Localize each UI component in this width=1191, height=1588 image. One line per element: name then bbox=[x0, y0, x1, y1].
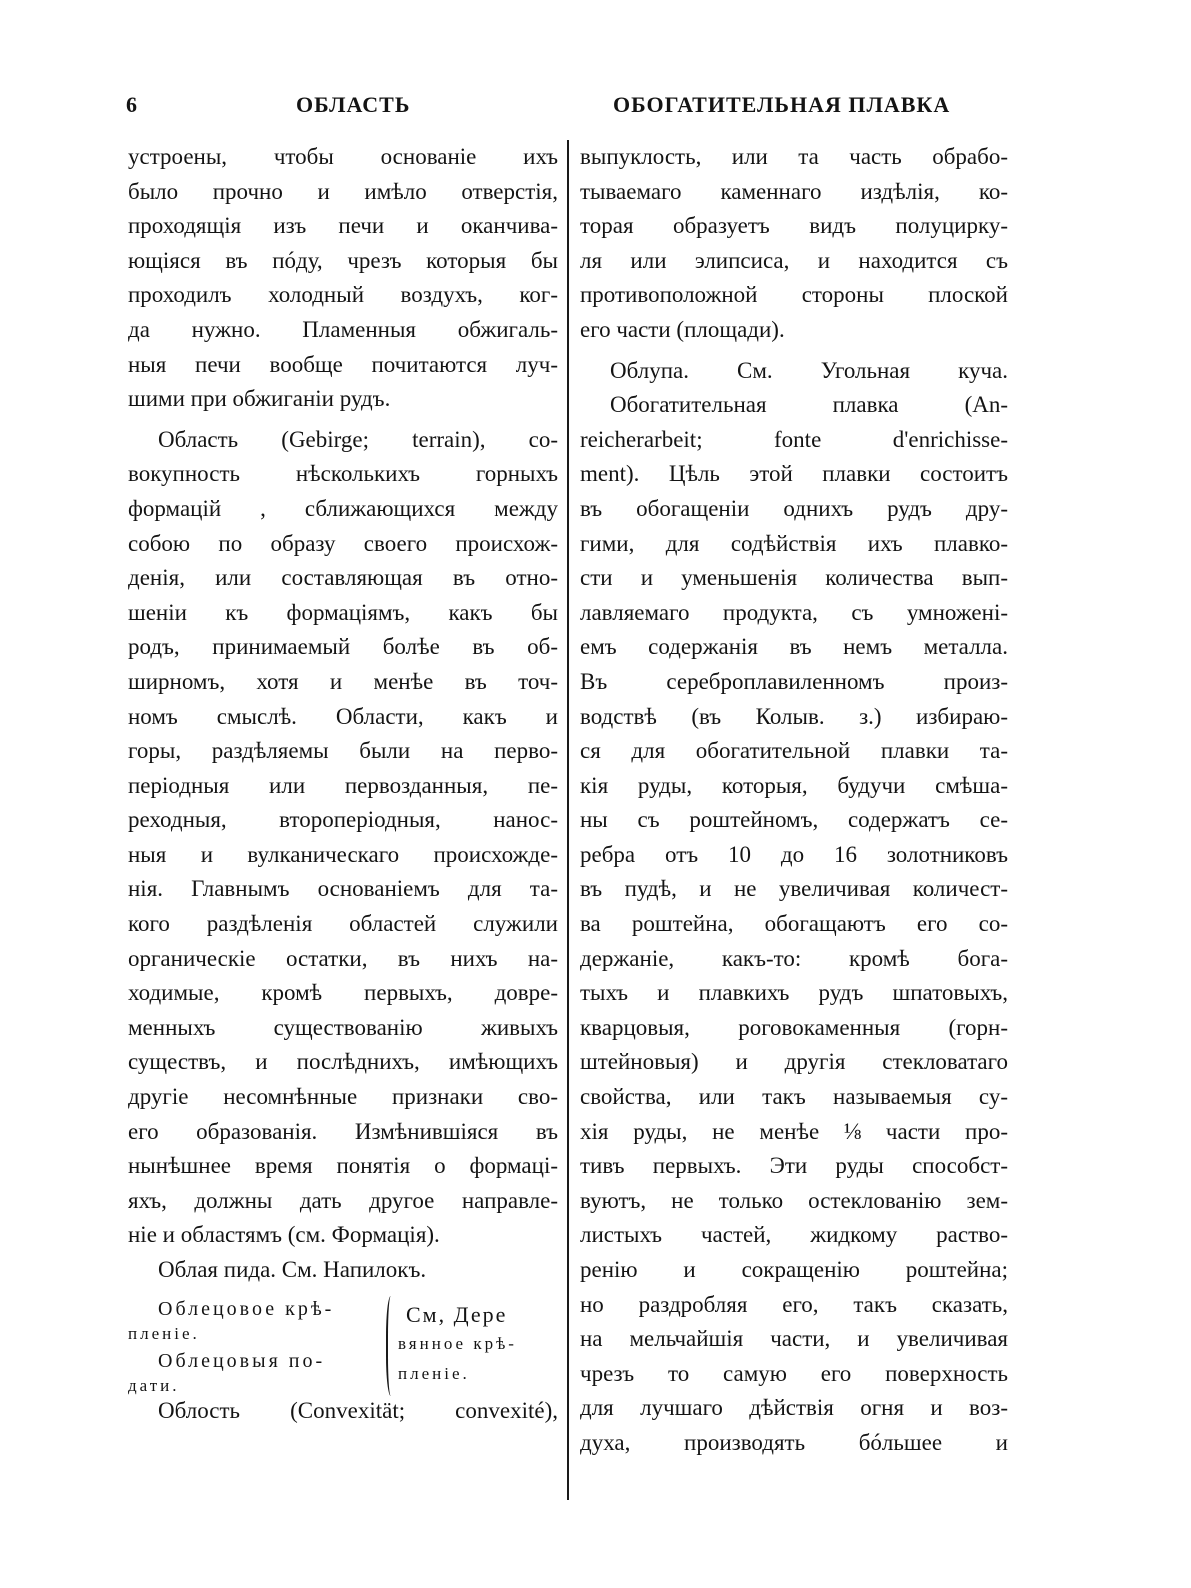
brace-icon bbox=[386, 1296, 398, 1396]
left-running-title: ОБЛАСТЬ bbox=[296, 92, 411, 117]
text-line: денiя, или составляющая въ отно- bbox=[128, 565, 558, 591]
text-line: существъ, и послѣднихъ, имѣющихъ bbox=[128, 1049, 558, 1075]
text-line: реходныя, второперiодныя, нанос- bbox=[128, 807, 558, 833]
text-line: ля или элипсиса, и находится съ bbox=[580, 247, 1008, 273]
text-line: номъ смыслѣ. Области, какъ и bbox=[128, 703, 558, 729]
text-line: нынѣшнее время понятiя о формацi- bbox=[128, 1153, 558, 1179]
text-line: ширномъ, хотя и менѣе въ точ- bbox=[128, 668, 558, 694]
text-line: выпуклость, или та часть обрабо- bbox=[580, 144, 1008, 169]
text-line: ны съ роштейномъ, содержатъ се- bbox=[580, 807, 1008, 833]
text-line: reicherarbeit; fonte d'enrichisse- bbox=[580, 426, 1008, 452]
text-line: емъ содержанiя въ немъ металла. bbox=[580, 634, 1008, 660]
text-line: торая образуетъ видъ полуцирку- bbox=[580, 213, 1008, 239]
text-line: на мельчайшiя части, и увеличивая bbox=[580, 1326, 1008, 1352]
text-line: въ пудѣ, и не увеличивая количест- bbox=[580, 876, 1008, 902]
right-running-title: ОБОГАТИТЕЛЬНАЯ ПЛАВКА bbox=[613, 92, 951, 117]
text-line: ment). Цѣль этой плавки состоитъ bbox=[580, 461, 1008, 487]
text-line: да нужно. Пламенныя обжигаль- bbox=[128, 316, 558, 342]
text-line: тываемаго каменнаго издѣлiя, ко- bbox=[580, 178, 1008, 204]
xref-target: пленiе. bbox=[398, 1363, 470, 1383]
entry-heading-line: Обогатительная плавка (An- bbox=[610, 392, 1008, 418]
text-line: собою по образу своего происхож- bbox=[128, 530, 558, 556]
text-line: ребра отъ 10 до 16 золотниковъ bbox=[580, 841, 1008, 867]
text-line: перiодныя или первозданныя, пе- bbox=[128, 772, 558, 798]
text-line: родъ, принимаемый болѣе въ об- bbox=[128, 634, 558, 660]
xref-target: См, Дере bbox=[406, 1301, 508, 1327]
column-divider bbox=[567, 140, 569, 1500]
text-line: нiя. Главнымъ основанiемъ для та- bbox=[128, 876, 558, 902]
text-line: кого раздѣленiя областей служили bbox=[128, 911, 558, 937]
xref-target: вянное крѣ- bbox=[398, 1333, 517, 1353]
text-line: противоположной стороны плоской bbox=[580, 282, 1008, 308]
text-line: штейновыя) и другiя стекловатаго bbox=[580, 1049, 1008, 1075]
page-number: 6 bbox=[126, 92, 138, 117]
text-line: Въ сереброплавиленномъ произ- bbox=[580, 668, 1008, 694]
text-line: яхъ, должны дать другое направле- bbox=[128, 1187, 558, 1213]
xref-term: Облецовыя по- bbox=[158, 1349, 326, 1372]
text-line: тивъ первыхъ. Эти руды способст- bbox=[580, 1153, 1008, 1179]
text-line: ющiяся въ пóду, чрезъ которыя бы bbox=[128, 247, 558, 273]
text-line: ва роштейна, обогащаютъ его со- bbox=[580, 911, 1008, 937]
entry-heading-line: Облость (Convexität; convexité), bbox=[158, 1397, 558, 1423]
xref-term: Облецовое крѣ- bbox=[158, 1297, 335, 1320]
text-line: листыхъ частей, жидкому раство- bbox=[580, 1222, 1008, 1248]
text-line: чрезъ то самую его поверхность bbox=[580, 1360, 1008, 1386]
text-line: проходилъ холодный воздухъ, ког- bbox=[128, 282, 558, 308]
text-line: другiе несомнѣнные признаки сво- bbox=[128, 1084, 558, 1110]
running-header bbox=[118, 92, 1068, 132]
text-line: лавляемаго продукта, съ умноженi- bbox=[580, 599, 1008, 625]
text-line: въ обогащенiи однихъ рудъ дру- bbox=[580, 495, 1008, 521]
text-line: но раздробляя его, такъ сказать, bbox=[580, 1291, 1008, 1317]
text-line: ренiю и сокращенiю роштейна; bbox=[580, 1257, 1008, 1282]
right-column bbox=[580, 140, 1008, 1461]
text-line: органическiе остатки, въ нихъ на- bbox=[128, 945, 558, 971]
text-line: ходимые, кромѣ первыхъ, довре- bbox=[128, 980, 558, 1006]
entry-heading-line: Область (Gebirge; terrain), со- bbox=[158, 426, 558, 452]
text-line: его части (площади). bbox=[580, 316, 785, 342]
text-line: ся для обогатительной плавки та- bbox=[580, 738, 1008, 764]
xref-term: пленiе. bbox=[128, 1323, 200, 1343]
text-line: вокупность нѣсколькихъ горныхъ bbox=[128, 461, 558, 487]
text-line: кiя руды, которыя, будучи смѣша- bbox=[580, 772, 1008, 798]
text-line: духа, производять бóльшее и bbox=[580, 1429, 1008, 1455]
text-line: кварцовыя, роговокаменныя (горн- bbox=[580, 1014, 1008, 1040]
text-line: устроены, чтобы основанie ихъ bbox=[128, 144, 558, 169]
text-line: горы, раздѣляемы были на перво- bbox=[128, 738, 558, 764]
text-line: вуютъ, не только остеклованiю зем- bbox=[580, 1187, 1008, 1213]
text-line: гими, для содѣйствiя ихъ плавко- bbox=[580, 530, 1008, 556]
text-line: тыхъ и плавкихъ рудъ шпатовыхъ, bbox=[580, 980, 1008, 1006]
entry-heading-line: Облая пида. См. Напилокъ. bbox=[158, 1257, 427, 1282]
text-line: хiя руды, не менѣе ⅛ части про- bbox=[580, 1118, 1008, 1144]
text-line: нiе и областямъ (см. Формацiя). bbox=[128, 1222, 440, 1248]
text-line: проходящiя изъ печи и оканчива- bbox=[128, 213, 558, 239]
text-line: для лучшаго дѣйствiя огня и воз- bbox=[580, 1395, 1008, 1421]
text-line: шенiи къ формацiямъ, какъ бы bbox=[128, 599, 558, 625]
text-line: свойства, или такъ называемыя су- bbox=[580, 1084, 1008, 1110]
left-column bbox=[128, 140, 558, 1428]
xref-term: дати. bbox=[128, 1375, 180, 1395]
text-line: ныя печи вообще почитаются луч- bbox=[128, 351, 558, 377]
entry-heading-line: Облупа. См. Угольная куча. bbox=[610, 357, 1008, 383]
text-line: его образованiя. Измѣнившiяся въ bbox=[128, 1118, 558, 1144]
text-line: сти и уменьшенiя количества вып- bbox=[580, 565, 1008, 591]
text-line: ныя и вулканическаго происхожде- bbox=[128, 841, 558, 867]
text-line: было прочно и имѣло отверстiя, bbox=[128, 178, 558, 204]
text-line: менныхъ существованiю живыхъ bbox=[128, 1014, 558, 1040]
text-line: шими при обжиганiи рудъ. bbox=[128, 386, 391, 412]
text-line: держанiе, какъ-то: кромѣ бога- bbox=[580, 945, 1008, 971]
text-line: формацiй , сближающихся между bbox=[128, 495, 558, 521]
cross-reference-block bbox=[128, 1288, 558, 1394]
text-line: водствѣ (въ Колыв. з.) избираю- bbox=[580, 703, 1008, 729]
